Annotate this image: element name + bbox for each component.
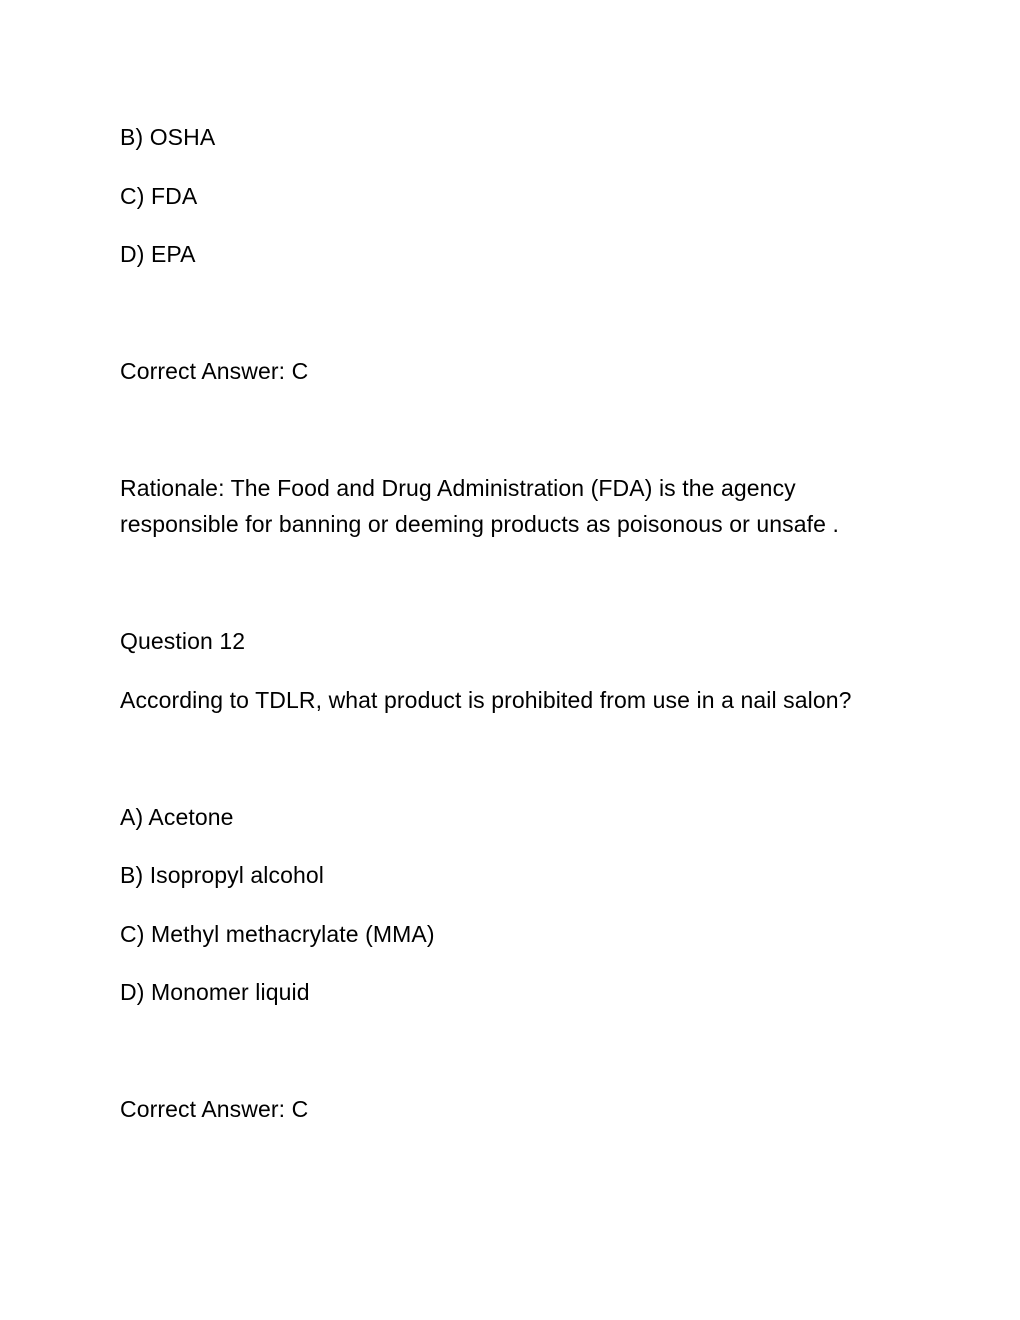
answer-option-a: A) Acetone xyxy=(120,804,234,830)
answer-option-d: D) Monomer liquid xyxy=(120,979,310,1005)
answer-option-c: C) FDA xyxy=(120,183,198,209)
answer-option-d: D) EPA xyxy=(120,241,196,267)
rationale-line-1: Rationale: The Food and Drug Administration (FDA) is the agency xyxy=(120,475,796,501)
answer-option-b: B) Isopropyl alcohol xyxy=(120,862,324,888)
correct-answer: Correct Answer: C xyxy=(120,1096,309,1122)
question-heading: Question 12 xyxy=(120,628,246,654)
rationale-line-2: responsible for banning or deeming products as poisonous or unsafe . xyxy=(120,511,839,537)
answer-option-c: C) Methyl methacrylate (MMA) xyxy=(120,921,435,947)
answer-option-b: B) OSHA xyxy=(120,124,216,150)
question-text: According to TDLR, what product is prohibited from use in a nail salon? xyxy=(120,687,852,713)
correct-answer: Correct Answer: C xyxy=(120,358,309,384)
